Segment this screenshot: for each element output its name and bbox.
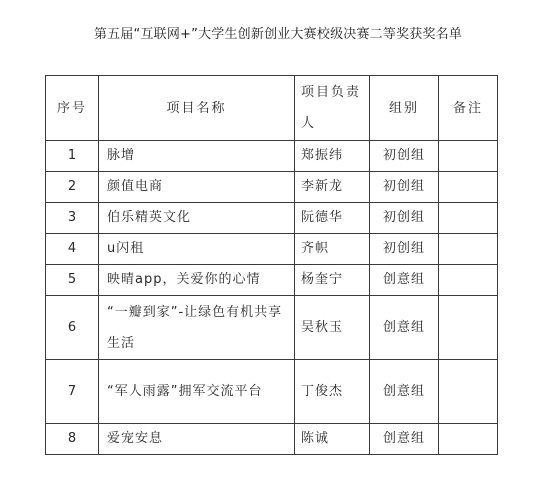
- project-leader: 杨奎宁: [295, 265, 370, 296]
- project-note: [439, 141, 498, 172]
- table-row: [46, 203, 498, 234]
- project-group: 初创组: [370, 234, 439, 265]
- row-number: 6: [46, 296, 99, 360]
- award-table: [45, 75, 498, 455]
- project-group: 创意组: [370, 265, 439, 296]
- project-group: 创意组: [370, 360, 439, 424]
- column-header-note: 备注: [439, 76, 498, 141]
- project-name: 脉增: [99, 141, 295, 172]
- column-header-group: 组别: [370, 76, 439, 141]
- column-header-number: 序号: [46, 76, 99, 141]
- column-header-leader: 项目负责人: [295, 76, 370, 141]
- table-row: [46, 172, 498, 203]
- project-group: 创意组: [370, 296, 439, 360]
- project-note: [439, 265, 498, 296]
- project-note: [439, 172, 498, 203]
- project-name: “一瓣到家”-让绿色有机共享生活: [99, 296, 295, 360]
- project-note: [439, 360, 498, 424]
- row-number: 1: [46, 141, 99, 172]
- project-note: [439, 203, 498, 234]
- row-number: 4: [46, 234, 99, 265]
- row-number: 5: [46, 265, 99, 296]
- row-number: 7: [46, 360, 99, 424]
- table-row: [46, 360, 498, 424]
- project-leader: 郑振纬: [295, 141, 370, 172]
- project-name: 爱宠安息: [99, 424, 295, 455]
- row-number: 2: [46, 172, 99, 203]
- project-name: “军人雨露”拥军交流平台: [99, 360, 295, 424]
- project-note: [439, 424, 498, 455]
- table-row: [46, 296, 498, 360]
- document-title: 第五届“互联网+”大学生创新创业大赛校级决赛二等奖获奖名单: [93, 27, 463, 42]
- project-name: 伯乐精英文化: [99, 203, 295, 234]
- project-group: 初创组: [370, 141, 439, 172]
- project-note: [439, 234, 498, 265]
- table-row: [46, 141, 498, 172]
- project-name: 颜值电商: [99, 172, 295, 203]
- project-leader: 陈诚: [295, 424, 370, 455]
- project-group: 初创组: [370, 172, 439, 203]
- project-leader: 阮德华: [295, 203, 370, 234]
- project-leader: 丁俊杰: [295, 360, 370, 424]
- project-name: 映晴app，关爱你的心情: [99, 265, 295, 296]
- row-number: 8: [46, 424, 99, 455]
- project-group: 初创组: [370, 203, 439, 234]
- column-header-project-name: 项目名称: [99, 76, 295, 141]
- project-name: u闪租: [99, 234, 295, 265]
- project-note: [439, 296, 498, 360]
- table-header-row: [46, 76, 498, 141]
- table-row: [46, 265, 498, 296]
- row-number: 3: [46, 203, 99, 234]
- project-leader: 吴秋玉: [295, 296, 370, 360]
- table-row: [46, 234, 498, 265]
- project-leader: 李新龙: [295, 172, 370, 203]
- table-row: [46, 424, 498, 455]
- project-leader: 齐帜: [295, 234, 370, 265]
- project-group: 创意组: [370, 424, 439, 455]
